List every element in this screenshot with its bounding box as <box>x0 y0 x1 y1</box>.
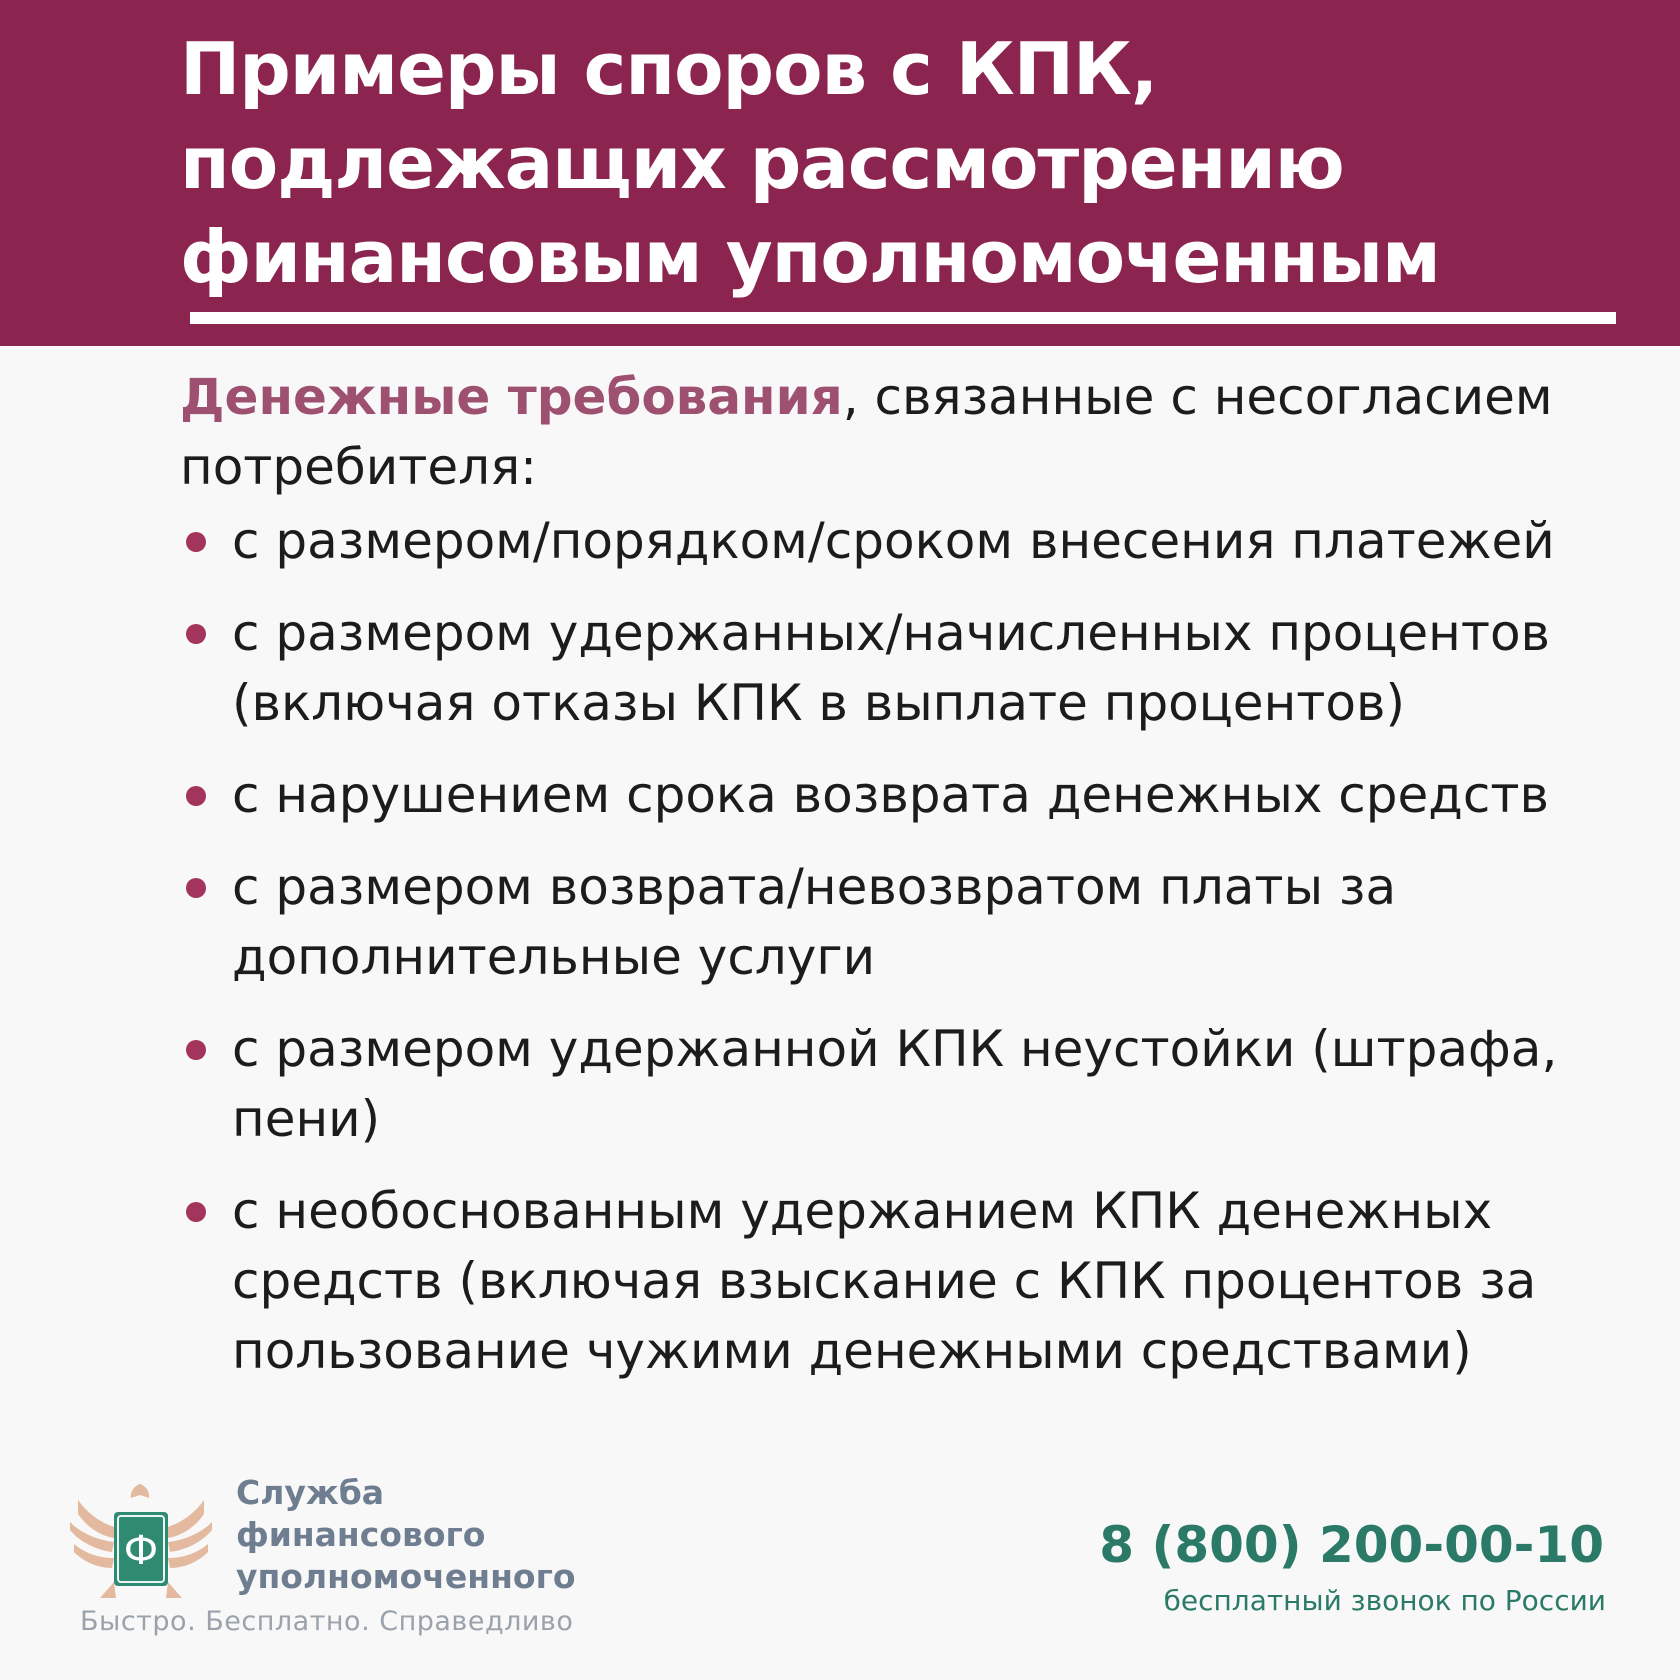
bullet-dot-icon <box>186 1040 206 1060</box>
slogan: Быстро. Бесплатно. Справедливо <box>80 1606 574 1637</box>
list-item-text: с размером удержанных/начисленных процентов (включая отказы КПК в выплате процентов) <box>232 604 1551 732</box>
org-name <box>236 1472 576 1598</box>
list-item <box>180 506 1640 576</box>
hotline-phone[interactable]: 8 (800) 200-00-10 <box>1099 1516 1604 1574</box>
list-item <box>180 852 1640 992</box>
list-item-text: с необоснованным удержанием КПК денежных средств (включая взыскание с КПК процентов за пользование чужими денежными средствами) <box>232 1182 1537 1380</box>
bullet-dot-icon <box>186 878 206 898</box>
title-line: Примеры споров с КПК, <box>180 27 1158 111</box>
title-line: подлежащих рассмотрению <box>180 121 1344 205</box>
intro-accent: Денежные требования <box>180 368 843 426</box>
org-name-line: финансового <box>236 1515 486 1554</box>
list-item <box>180 1176 1640 1386</box>
bullet-dot-icon <box>186 624 206 644</box>
bullet-dot-icon <box>186 1202 206 1222</box>
header-banner <box>0 0 1680 346</box>
logo-letter: Ф <box>123 1528 159 1574</box>
list-item-text: с размером удержанной КПК неустойки (штрафа, пени) <box>232 1020 1558 1148</box>
intro-rest: , связанные с несогласием потребителя: <box>180 368 1553 496</box>
hotline-note: бесплатный звонок по России <box>1163 1584 1606 1617</box>
content <box>180 362 1640 1408</box>
requirements-list <box>180 506 1640 1386</box>
list-item <box>180 1014 1640 1154</box>
org-name-line: Служба <box>236 1473 385 1512</box>
title-line: финансовым уполномоченным <box>180 215 1440 299</box>
eagle-logo-icon <box>66 1478 216 1604</box>
list-item-text: с размером возврата/невозвратом платы за дополнительные услуги <box>232 858 1397 986</box>
bullet-dot-icon <box>186 532 206 552</box>
org-name-line: уполномоченного <box>236 1557 576 1596</box>
list-item-text: с нарушением срока возврата денежных средств <box>232 766 1549 824</box>
list-item-text: с размером/порядком/сроком внесения платежей <box>232 512 1555 570</box>
bullet-dot-icon <box>186 786 206 806</box>
list-item <box>180 598 1640 738</box>
intro-text <box>180 362 1640 502</box>
title-underline <box>190 312 1616 324</box>
page-title <box>180 22 1440 304</box>
list-item <box>180 760 1640 830</box>
